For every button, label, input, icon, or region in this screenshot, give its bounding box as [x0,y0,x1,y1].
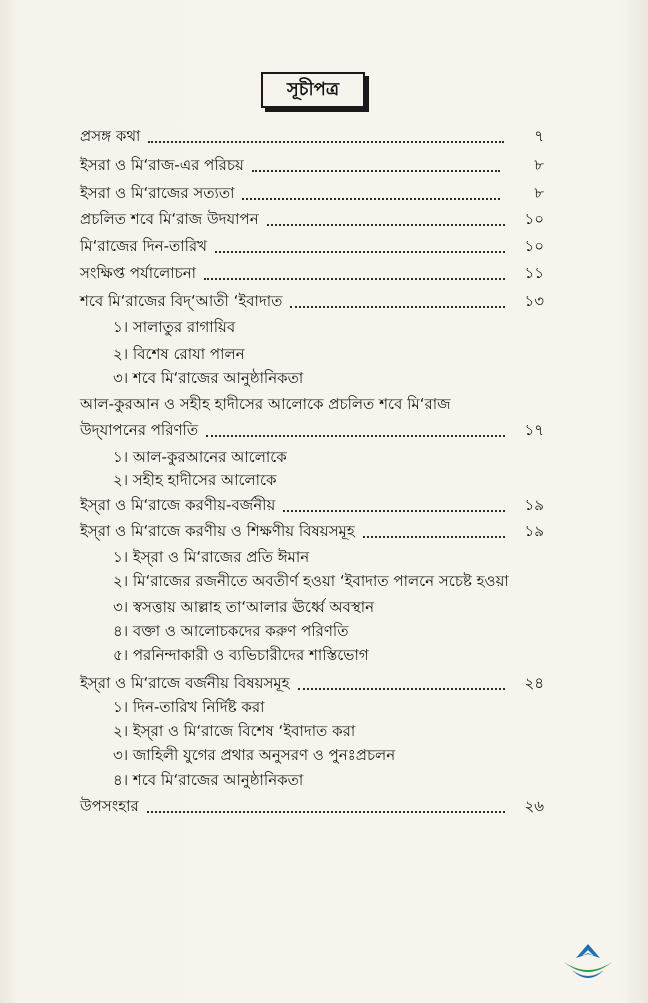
toc-entry-label: উপসংহার [80,797,139,815]
toc-entry [0,417,648,443]
toc-entry-label: ২। ইস্‌রা ও মি‘রাজে বিশেষ ‘ইবাদাত করা [113,722,356,740]
toc-entry-label: ৩। জাহিলী যুগের প্রথার অনুসরণ ও পুনঃপ্রচলন [113,746,396,764]
toc-entry-label: ৫। পরনিন্দাকারী ও ব্যভিচারীদের শাস্তিভোগ [113,646,369,664]
toc-entry-label: ২। বিশেষ রোযা পালন [113,345,245,363]
dot-leader [252,160,500,172]
toc-entry-label: ১। ইস্‌রা ও মি‘রাজের প্রতি ঈমান [113,548,310,566]
toc-subentry [0,718,648,744]
toc-subentry [0,341,648,367]
toc-subentry [0,365,648,391]
dot-leader [147,801,505,813]
toc-entry [0,492,648,518]
toc-entry [0,180,648,206]
toc-entry [0,288,648,314]
toc-page-number: ১৭ [524,421,544,439]
page-title: সূচীপত্র [261,72,365,108]
toc-subentry [0,618,648,644]
toc-page-number: ৮ [534,184,544,202]
toc-entry-label: ৩। স্বসত্তায় আল্লাহ তা‘আলার ঊর্ধ্বে অবস্থান [113,598,375,616]
toc-entry [0,391,648,417]
dot-leader [215,241,505,253]
toc-entry-label: ৪। শবে মি‘রাজের আনুষ্ঠানিকতা [113,771,304,789]
toc-subentry [0,694,648,720]
toc-page-number: ১০ [524,237,544,255]
dot-leader [204,268,505,280]
publisher-logo-icon [560,938,616,984]
toc-entry-label: উদ্‌যাপনের পরিণতি [80,421,199,439]
toc-entry-label: ইস্‌রা ও মি‘রাজে করণীয় ও শিক্ষণীয় বিষয়সমূহ [80,522,355,540]
toc-entry-label: সংক্ষিপ্ত পর্যালোচনা [80,264,197,282]
dot-leader [283,500,505,512]
toc-entry-label: ২। মি‘রাজের রজনীতে অবতীর্ণ হওয়া ‘ইবাদাত পালনে সচেষ্ট হওয়া [113,572,509,590]
dot-leader [267,214,505,226]
toc-page-number: ১৩ [524,292,544,310]
dot-leader [290,296,505,308]
toc-page-number: ১১ [524,264,544,282]
toc-subentry [0,594,648,620]
dot-leader [206,425,505,437]
toc-page-number: ৮ [534,156,544,174]
toc-entry [0,260,648,286]
toc-entry [0,793,648,819]
toc-subentry [0,314,648,340]
toc-entry-label: ইস্‌রা ও মি‘রাজে করণীয়-বর্জনীয় [80,496,276,514]
toc-entry-label: মি‘রাজের দিন-তারিখ [80,237,207,255]
toc-entry-label: প্রচলিত শবে মি‘রাজ উদযাপন [80,210,259,228]
toc-entry-label: আল-কুরআন ও সহীহ হাদীসের আলোকে প্রচলিত শবে মি‘রাজ [80,395,451,413]
toc-entry [0,152,648,178]
toc-entry [0,233,648,259]
toc-entry [0,206,648,232]
toc-subentry [0,568,648,594]
toc-entry-label: প্রসঙ্গ কথা [80,127,141,145]
toc-subentry [0,467,648,493]
dot-leader [242,188,500,200]
toc-entry-label: ১। সালাতুর রাগায়িব [113,318,236,336]
toc-subentry [0,642,648,668]
toc-entry [0,518,648,544]
toc-subentry [0,742,648,768]
toc-page-number: ১৯ [524,496,544,514]
toc-page-number: ২৬ [524,797,544,815]
toc-entry-label: ইসরা ও মি‘রাজ-এর পরিচয় [80,156,244,174]
toc-entry-label: শবে মি‘রাজের বিদ্‘আতী ‘ইবাদাত [80,292,283,310]
toc-page-number: ৭ [534,127,544,145]
title-frame [261,72,369,112]
dot-leader [298,678,505,690]
toc-entry-label: ইসরা ও মি‘রাজের সত্যতা [80,184,235,202]
toc-entry [0,670,648,696]
toc-subentry [0,767,648,793]
toc-entry-label: ১। আল-কুরআনের আলোকে [113,448,287,466]
toc-entry-label: ৩। শবে মি‘রাজের আনুষ্ঠানিকতা [113,369,304,387]
toc-page-number: ১৯ [524,522,544,540]
toc-page-number: ২৪ [524,674,544,692]
toc-page-number: ১০ [524,210,544,228]
toc-entry-label: ২। সহীহ হাদীসের আলোকে [113,471,277,489]
toc-entry-label: ৪। বক্তা ও আলোচকদের করুণ পরিণতি [113,622,349,640]
dot-leader [148,131,504,143]
toc-entry-label: ইস্‌রা ও মি‘রাজে বর্জনীয় বিষয়সমূহ [80,674,290,692]
toc-subentry [0,544,648,570]
dot-leader [363,526,505,538]
toc-entry-label: ১। দিন-তারিখ নির্দিষ্ট করা [113,698,265,716]
toc-entry [0,123,648,149]
